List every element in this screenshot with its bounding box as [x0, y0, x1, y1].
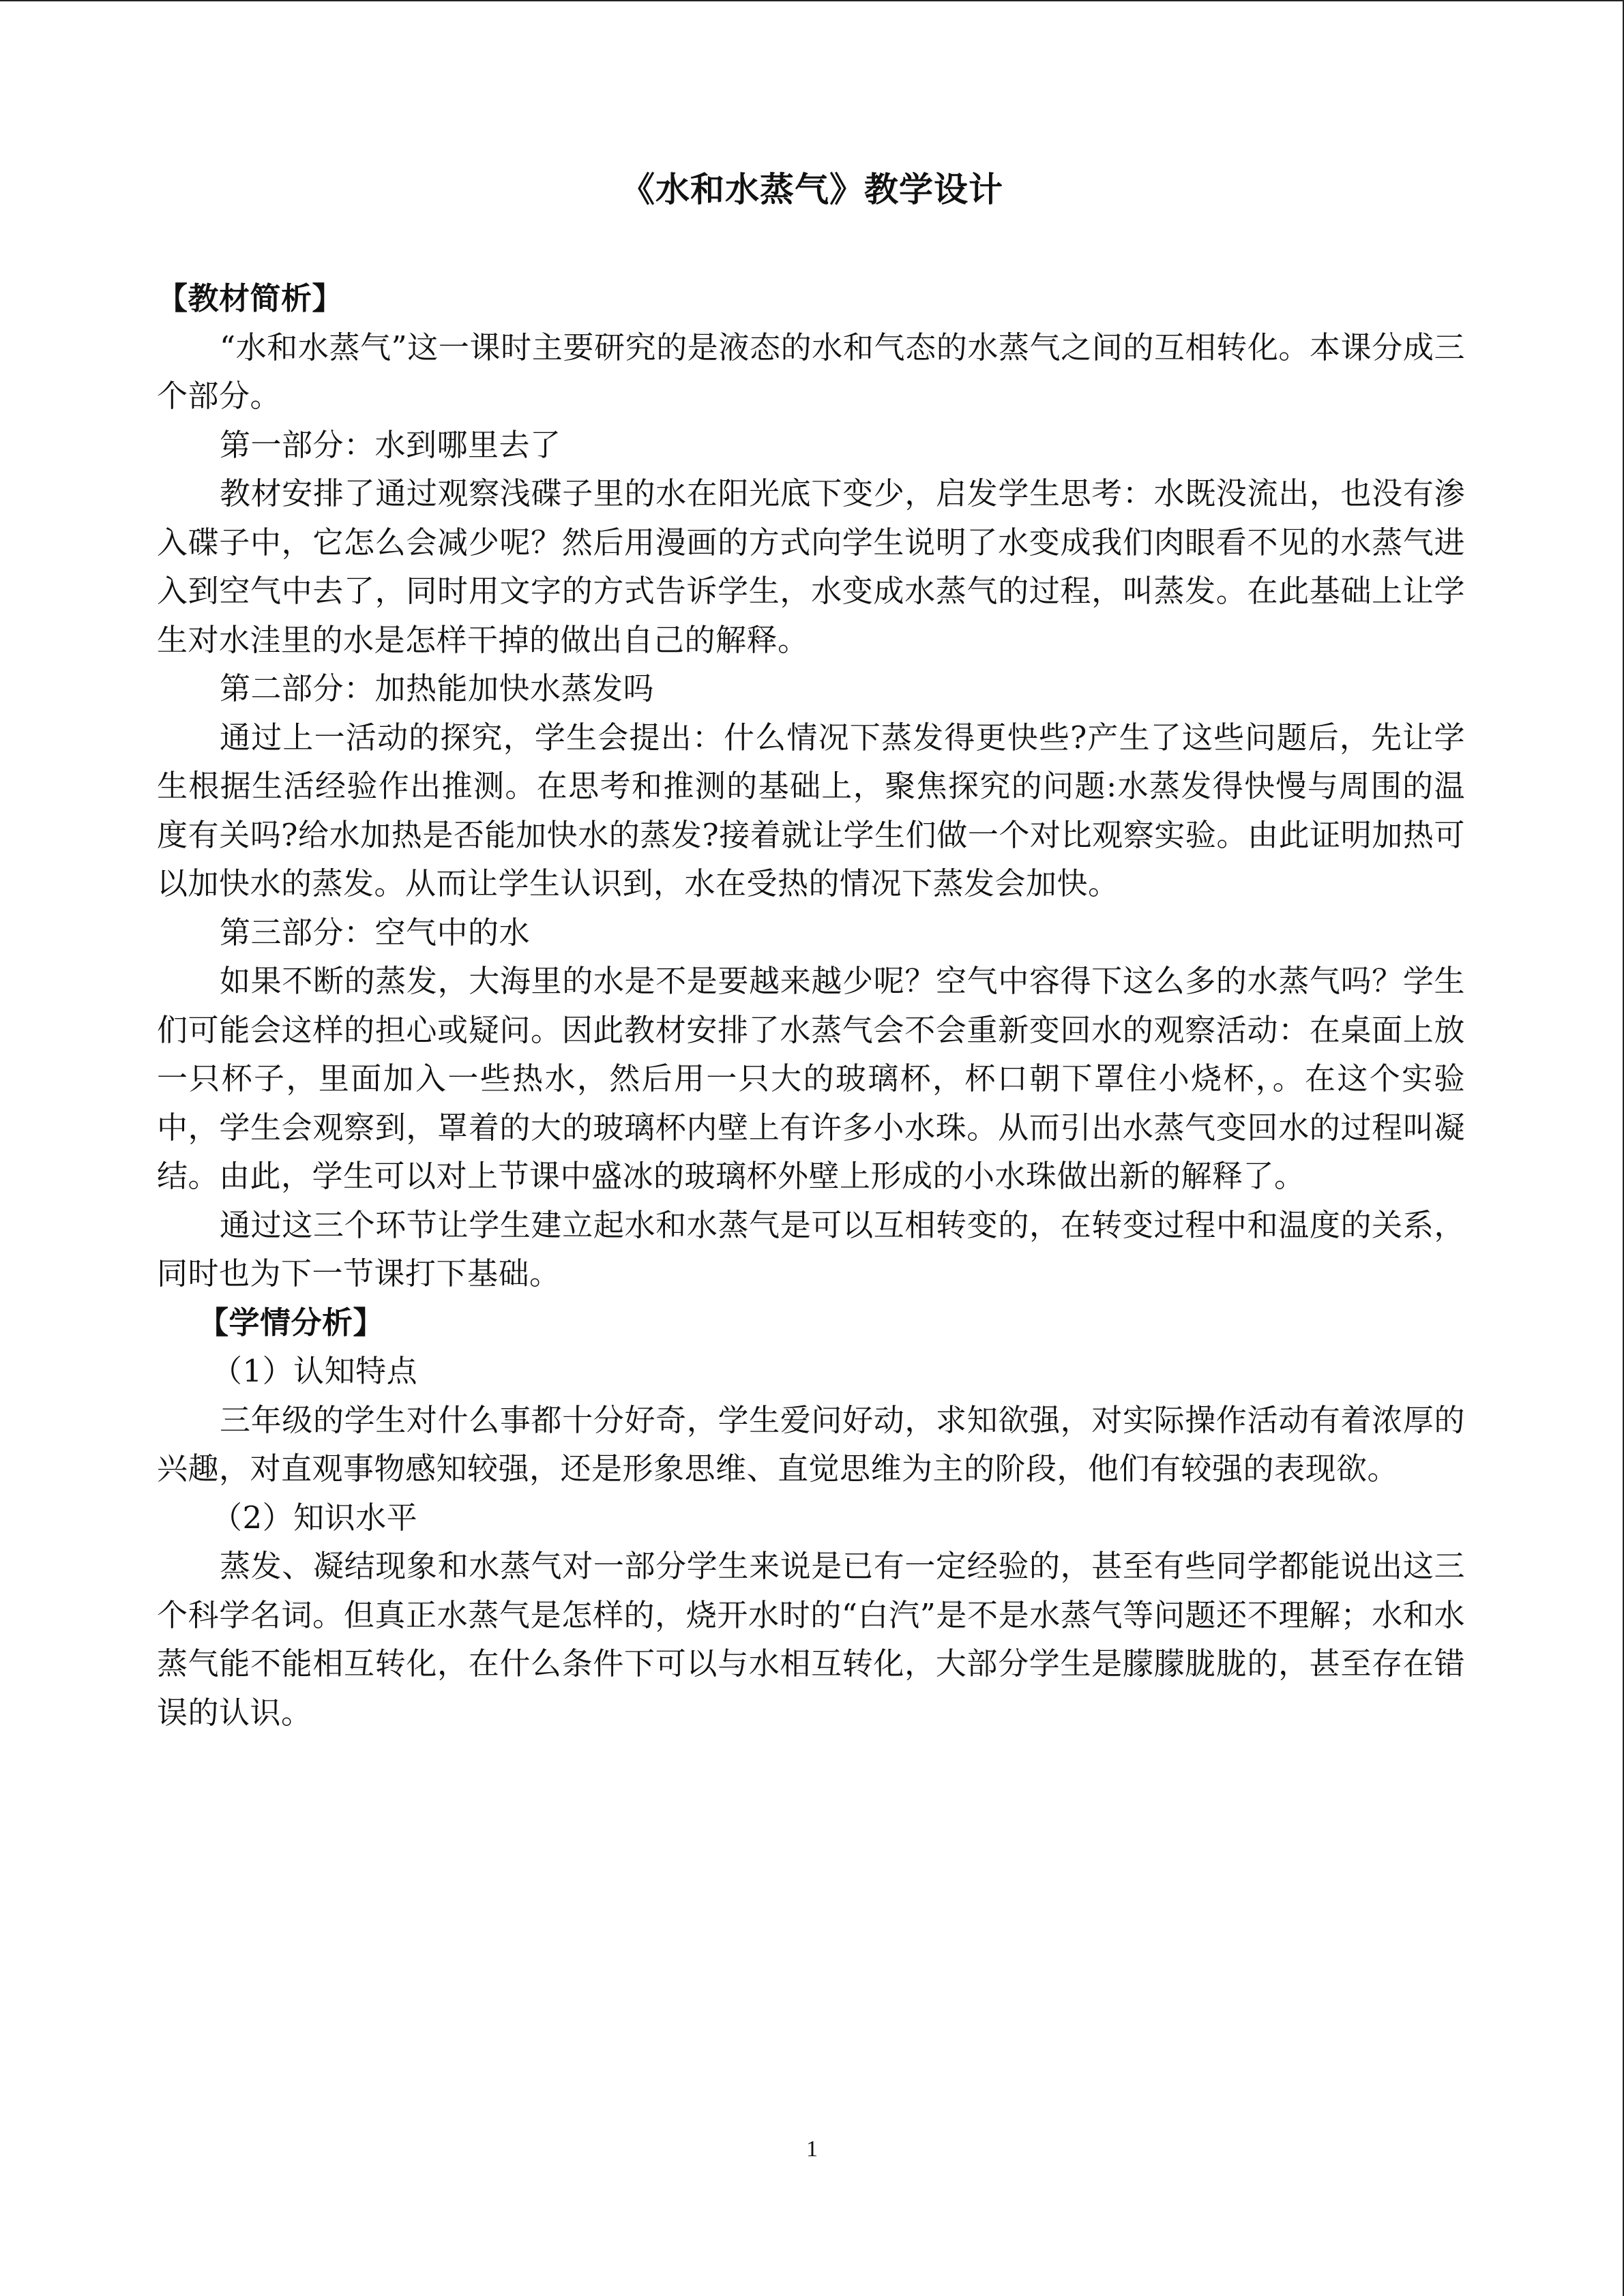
paragraph-part1: 教材安排了通过观察浅碟子里的水在阳光底下变少，启发学生思考：水既没流出，也没有渗入碟子中，它怎么会减少呢？然后用漫画的方式向学生说明了水变成我们肉眼看不见的水蒸气进入到空气中去了，同时用文字的方式告诉学生，水变成水蒸气的过程，叫蒸发。在此基础上让学生对水洼里的水是怎样干掉的做出自己的解释。 — [157, 475, 1465, 658]
paragraph-intro: “水和水蒸气”这一课时主要研究的是液态的水和气态的水蒸气之间的互相转化。本课分成三个部分。 — [157, 329, 1465, 414]
section-heading-textbook: 【教材简析】 — [157, 280, 344, 316]
paragraph-summary: 通过这三个环节让学生建立起水和水蒸气是可以互相转变的，在转变过程中和温度的关系，同时也为下一节课打下基础。 — [157, 1206, 1465, 1292]
document-title: 《水和水蒸气》教学设计 — [621, 170, 1003, 209]
paragraph-part3: 如果不断的蒸发，大海里的水是不是要越来越少呢？空气中容得下这么多的水蒸气吗？学生们可能会这样的担心或疑问。因此教材安排了水蒸气会不会重新变回水的观察活动：在桌面上放一只杯子，里面加入一些热水，然后用一只大的玻璃杯，杯口朝下罩住小烧杯，。在这个实验中，学生会观察到，罩着的大的玻璃杯内壁上有许多小水珠。从而引出水蒸气变回水的过程叫凝结。由此，学生可以对上节课中盛冰的玻璃杯外壁上形成的小水珠做出新的解释了。 — [157, 963, 1465, 1194]
part2-title: 第二部分：加热能加快水蒸发吗 — [220, 670, 655, 706]
part1-title: 第一部分：水到哪里去了 — [220, 426, 561, 463]
paragraph-part2: 通过上一活动的探究，学生会提出：什么情况下蒸发得更快些?产生了这些问题后，先让学生根据生活经验作出推测。在思考和推测的基础上，聚焦探究的问题:水蒸发得快慢与周围的温度有关吗?给水加热是否能加快水的蒸发?接着就让学生们做一个对比观察实验。由此证明加热可以加快水的蒸发。从而让学生认识到，水在受热的情况下蒸发会加快。 — [157, 719, 1465, 901]
section-heading-students: 【学情分析】 — [198, 1304, 385, 1341]
item1-title: （1）认知特点 — [211, 1353, 418, 1389]
paragraph-item2: 蒸发、凝结现象和水蒸气对一部分学生来说是已有一定经验的，甚至有些同学都能说出这三个科学名词。但真正水蒸气是怎样的，烧开水时的“白汽”是不是水蒸气等问题还不理解；水和水蒸气能不能相互转化，在什么条件下可以与水相互转化，大部分学生是朦朦胧胧的，甚至存在错误的认识。 — [157, 1548, 1465, 1731]
part3-title: 第三部分：空气中的水 — [220, 914, 531, 951]
page-number: 1 — [806, 2136, 818, 2162]
paragraph-item1: 三年级的学生对什么事都十分好奇，学生爱问好动，求知欲强，对实际操作活动有着浓厚的兴趣，对直观事物感知较强，还是形象思维、直觉思维为主的阶段，他们有较强的表现欲。 — [157, 1401, 1465, 1487]
document-body — [157, 274, 1465, 1737]
item2-title: （2）知识水平 — [211, 1499, 418, 1536]
